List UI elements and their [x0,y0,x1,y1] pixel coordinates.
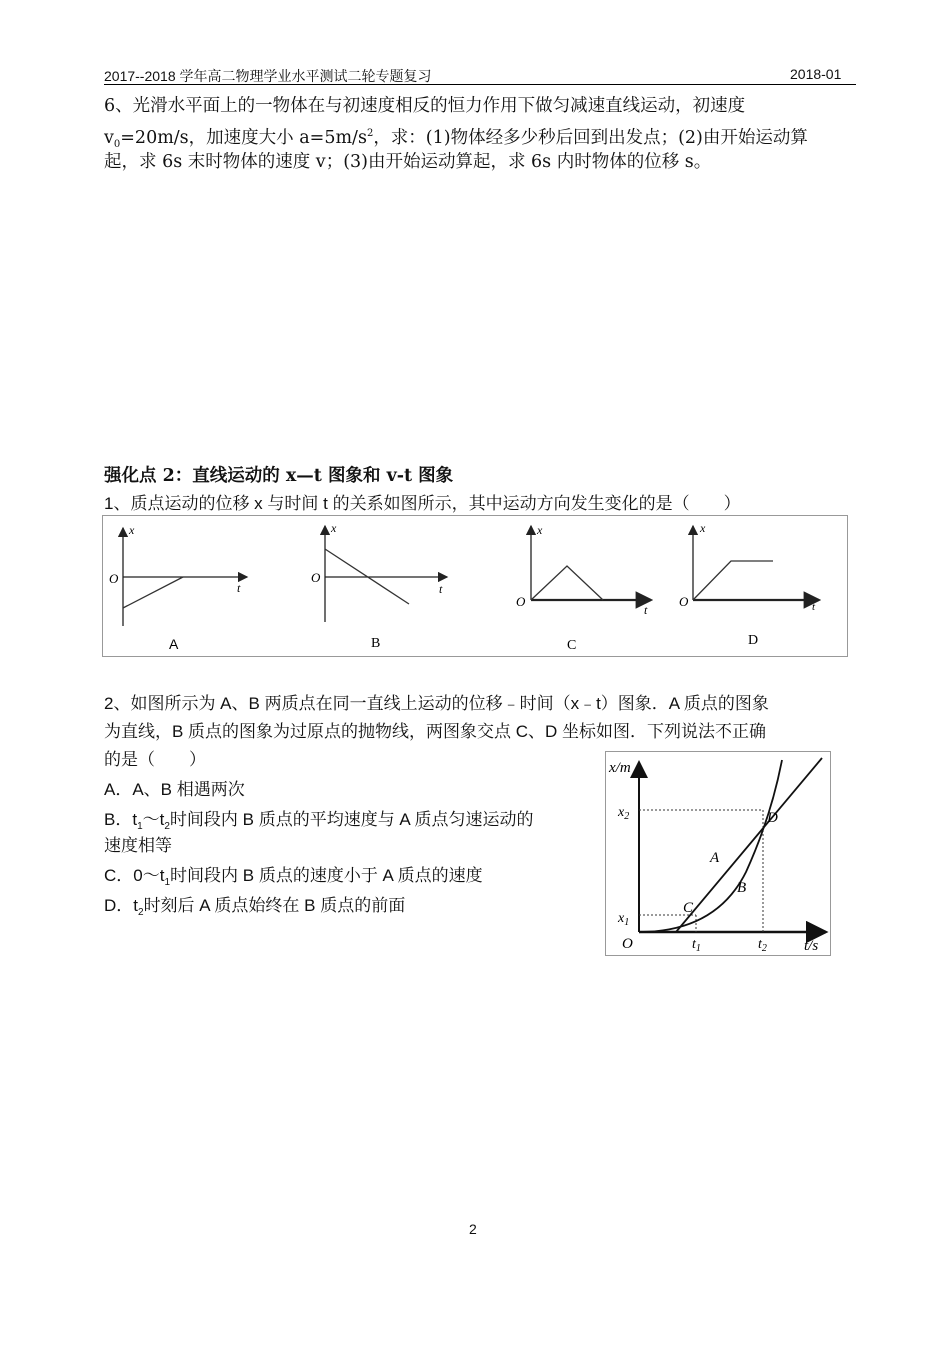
header-rule [104,84,856,85]
q2-option-b: B．$t_1\sim t_2$时间段内 B 质点的平均速度与 A 质点匀速运动的 [104,810,534,832]
graph-c-origin: O [516,594,526,609]
q2-line3: 的是（ ） [104,750,206,769]
q2-line2: 为直线，B 质点的图象为过原点的抛物线，两图象交点 C、D 坐标如图．下列说法不正确 [104,722,767,741]
graph-c-xlabel: x [537,523,543,537]
q2-label-b: B [737,880,747,896]
graph-d [679,521,819,648]
graph-a-xlabel: x [129,523,135,537]
q2-label-a: A [710,850,720,866]
graph-d-tlabel: t [812,601,816,613]
q2-label-c: C [683,900,694,916]
graph-a [109,523,247,652]
header-title: 2017--2018 学年高二物理学业水平测试二轮专题复习 [104,68,432,84]
graph-b-label: B [371,636,381,651]
q2-t1-label: $t_1$ [692,937,701,954]
q1-figure-box [102,515,848,657]
header-date: 2018-01 [790,66,842,82]
q2-label-d: D [767,810,778,826]
q1-text: 1、质点运动的位移 x 与时间 t 的关系如图所示，其中运动方向发生变化的是（ ） [104,494,741,513]
q1-graphs [103,516,847,656]
q2-option-b-cont: 速度相等 [104,836,172,855]
graph-b-xlabel: x [331,521,337,535]
q6-line2: $v_0=20m/s$，加速度大小 $a=5m/s^2$，求：(1)物体经多少秒后回到出发点；(2)由开始运动算 [104,127,808,150]
graph-d-label: D [748,633,759,648]
page-number: 2 [469,1221,477,1237]
q2-figure [605,751,831,956]
q2-option-d: D．$t_2$时刻后 A 质点始终在 B 质点的前面 [104,896,406,918]
graph-d-origin: O [679,594,689,609]
graph-c [516,523,651,653]
graph-d-xlabel: x [700,521,706,535]
q6-line3: 起，求 6s 末时物体的速度 v；(3)由开始运动算起，求 6s 内时物体的位移 s。 [104,152,712,172]
graph-b-origin: O [311,570,321,585]
graph-b-tlabel: t [439,582,443,596]
graph-a-origin: O [109,571,119,586]
q6-line1: 6、光滑水平面上的一物体在与初速度相反的恒力作用下做匀减速直线运动，初速度 [104,96,746,116]
graph-c-label: C [567,638,577,653]
q2-xt-graph [606,752,830,955]
q2-x1-label: $x_1$ [618,911,630,928]
section-title: 强化点 2：直线运动的 x—t 图象和 v-t 图象 [104,466,454,486]
q2-xaxis-label: t/s [804,938,819,954]
q2-t2-label: $t_2$ [758,937,767,954]
q2-origin: O [622,936,633,952]
q2-x2-label: $x_2$ [618,805,630,822]
line-a [676,758,822,932]
q2-option-c: C．$0\sim t_1$时间段内 B 质点的速度小于 A 质点的速度 [104,866,483,888]
graph-a-label: A [169,636,179,652]
curve-b [639,760,782,932]
q2-option-a: A．A、B 相遇两次 [104,780,245,799]
graph-c-tlabel: t [644,603,648,617]
q2-yaxis-label: x/m [609,760,631,776]
q2-line1: 2、如图所示为 A、B 两质点在同一直线上运动的位移﹣时间（x﹣t）图象．A 质点的图象 [104,694,769,713]
graph-a-tlabel: t [237,581,241,595]
graph-b [311,521,447,651]
